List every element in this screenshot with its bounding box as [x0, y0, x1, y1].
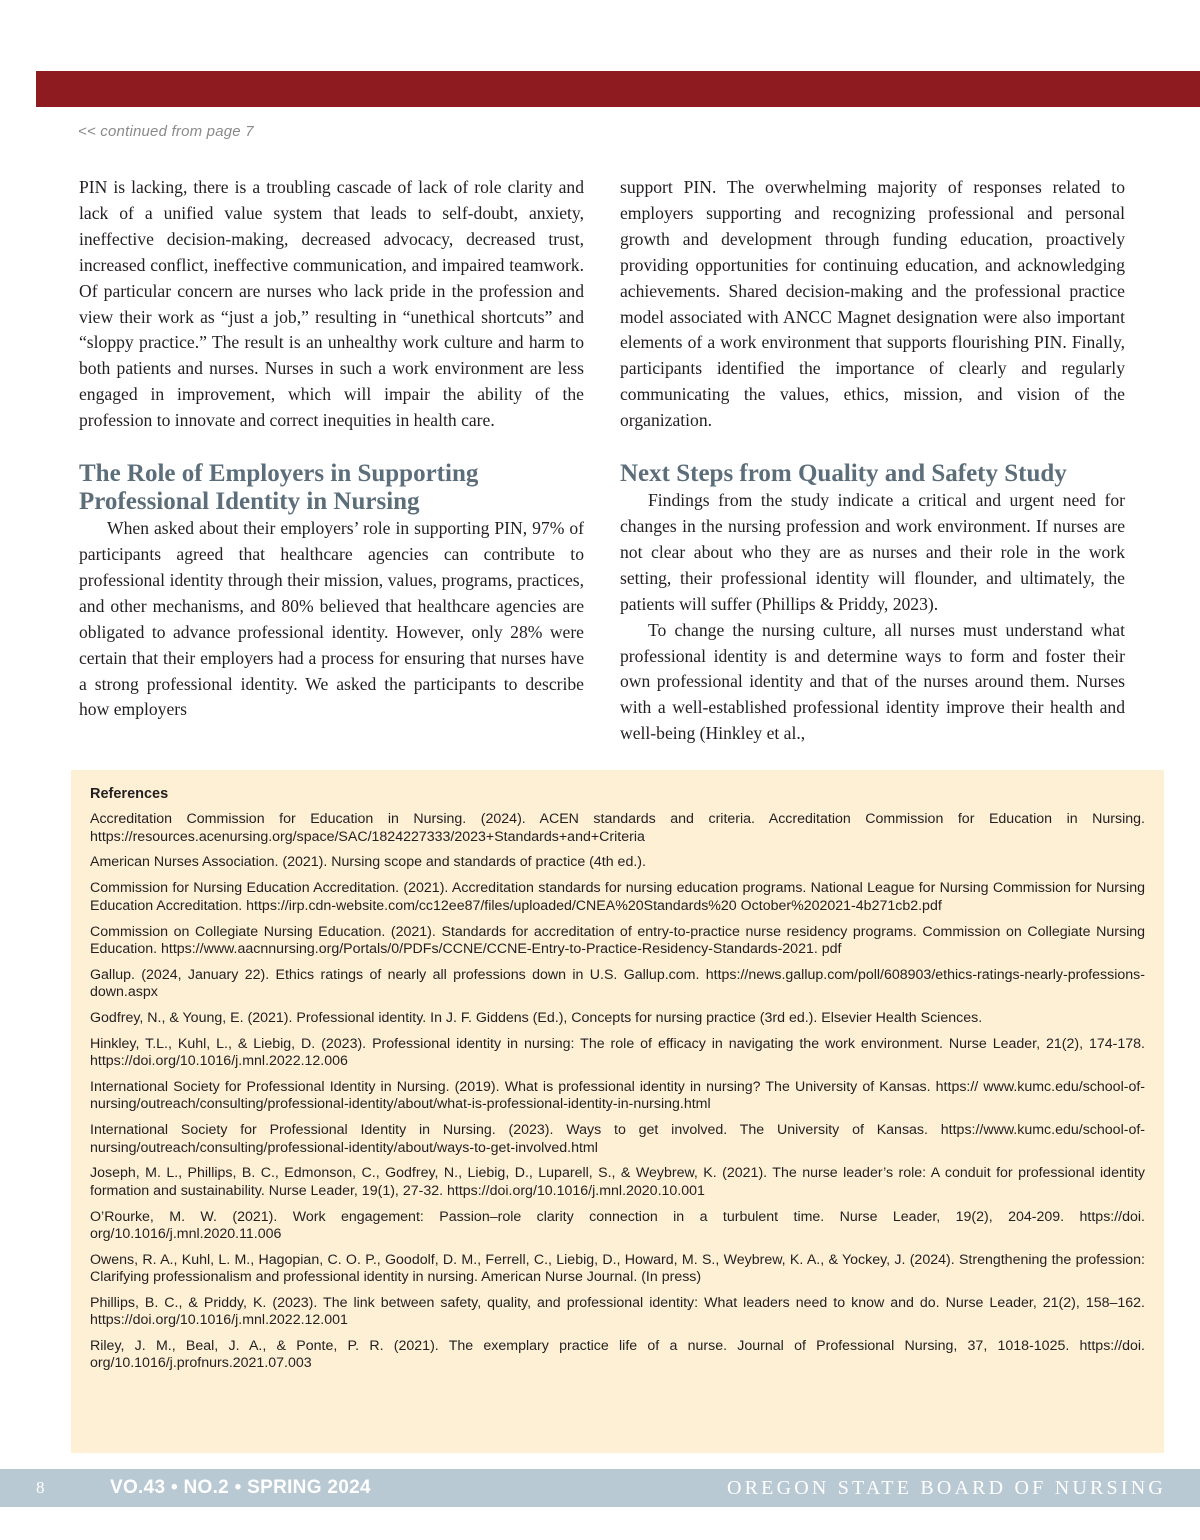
page-footer — [0, 1469, 1200, 1507]
reference-item: American Nurses Association. (2021). Nursing scope and standards of practice (4th ed.). — [90, 854, 646, 871]
continued-from-note: << continued from page 7 — [78, 123, 254, 140]
reference-item: Accreditation Commission for Education in Nursing. (2024). ACEN standards and criteria. Accreditation Commission for Education in Nursing. https://resources.acenursing.org/space/SAC/1824227333/2023+Standards+and+Criteria — [90, 811, 1145, 845]
publisher-name: OREGON STATE BOARD OF NURSING — [726, 1477, 1166, 1499]
body-paragraph: To change the nursing culture, all nurses must understand what professional identity is and determine ways to form and foster their own professional identity and that of the nurses around them. Nurses with a well-established professional identity improve their health and well-being (Hinkley et al., — [620, 619, 1125, 744]
section-heading-employers-role: The Role of Employers in Supporting Professional Identity in Nursing — [79, 460, 479, 516]
reference-item: International Society for Professional Identity in Nursing. (2023). Ways to get involved. The University of Kansas. https://www.kumc.edu/school-of-nursing/outreach/consulting/professional-identity/about/ways-to-get-involved.html — [90, 1122, 1145, 1156]
references-title: References — [90, 786, 169, 802]
reference-item: Godfrey, N., & Young, E. (2021). Professional identity. In J. F. Giddens (Ed.), Concepts for nursing practice (3rd ed.). Elsevier Health Sciences. — [90, 1009, 983, 1026]
body-paragraph: When asked about their employers’ role in supporting PIN, 97% of participants agreed that healthcare agencies can contribute to professional identity through their mission, values, programs, practices, and other mechanisms, and 80% believed that healthcare agencies are obligated to advance professional identity. However, only 28% were certain that their employers had a process for ensuring that nurses have a strong professional identity. We asked the participants to describe how employers — [79, 518, 584, 720]
body-paragraph: support PIN. The overwhelming majority of responses related to employers supporting and recognizing professional and personal growth and development through funding education, proactively providing opportunities for continuing education, and acknowledging achievements. Shared decision-making and the professional practice model associated with ANCC Magnet designation were also important elements of a work environment that supports flourishing PIN. Finally, participants identified the importance of clearly and regularly communicating the values, ethics, mission, and vision of the organization. — [620, 177, 1125, 431]
header-color-bar — [36, 71, 1200, 107]
reference-item: Phillips, B. C., & Priddy, K. (2023). The link between safety, quality, and professional identity: What leaders need to know and do. Nurse Leader, 21(2), 158–162. https://doi.org/10.1016/j.mnl.2022.12.001 — [90, 1294, 1145, 1329]
reference-item: Commission on Collegiate Nursing Education. (2021). Standards for accreditation of entry-to-practice nurse residency programs. Commission on Collegiate Nursing Education. https://www.aacnnursing.org/Portals/0/PDFs/CCNE/CCNE-Entry-to-Practice-Residency-Standards-2021. pdf — [90, 923, 1145, 957]
issue-label: VO.43 • NO.2 • SPRING 2024 — [110, 1477, 371, 1498]
right-column — [620, 175, 1125, 747]
reference-item: Hinkley, T.L., Kuhl, L., & Liebig, D. (2023). Professional identity in nursing: The role of efficacy in navigating the work environment. Nurse Leader, 21(2), 174-178. https://doi.org/10.1016/j.mnl.2022.12.006 — [90, 1035, 1145, 1070]
reference-item: Commission for Nursing Education Accreditation. (2021). Accreditation standards for nursing education programs. National League for Nursing Commission for Nursing Education Accreditation. https://irp.cdn-website.com/cc12ee87/files/uploaded/CNEA%20Standards%20 October%202021-4b271cb2.pdf — [90, 880, 1145, 914]
reference-item: Riley, J. M., Beal, J. A., & Ponte, P. R. (2021). The exemplary practice life of a nurse. Journal of Professional Nursing, 37, 1018-1025. https://doi. org/10.1016/j.profnurs.2021.07.003 — [90, 1338, 1145, 1372]
reference-item: Joseph, M. L., Phillips, B. C., Edmonson, C., Godfrey, N., Liebig, D., Luparell, S., & Weybrew, K. (2021). The nurse leader’s role: A conduit for professional identity formation and sustainability. Nurse Leader, 19(1), 27-32. https://doi.org/10.1016/j.mnl.2020.10.001 — [90, 1165, 1145, 1199]
reference-item: International Society for Professional Identity in Nursing. (2019). What is professional identity in nursing? The University of Kansas. https:// www.kumc.edu/school-of-nursing/outreach/consulting/professional-identity/about/what-is-professional-identity-in-nursing.html — [90, 1079, 1145, 1113]
reference-item: Owens, R. A., Kuhl, L. M., Hagopian, C. O. P., Goodolf, D. M., Ferrell, C., Liebig, D., Howard, M. S., Weybrew, K. A., & Yockey, J. (2024). Strengthening the profession: Clarifying professionalism and professional identity in nursing. American Nurse Journal. (In press) — [90, 1251, 1145, 1286]
body-paragraph: PIN is lacking, there is a troubling cascade of lack of role clarity and lack of a unified value system that leads to self-doubt, anxiety, ineffective decision-making, decreased advocacy, decreased trust, increased conflict, ineffective communication, and impaired teamwork. Of particular concern are nurses who lack pride in the profession and view their work as “just a job,” resulting in “unethical shortcuts” and “sloppy practice.” The result is an unhealthy work culture and harm to both patients and nurses. Nurses in such a work environment are less engaged in improvement, which will impair the ability of the profession to innovate and correct inequities in health care. — [79, 177, 584, 431]
reference-item: O’Rourke, M. W. (2021). Work engagement: Passion–role clarity connection in a turbulent time. Nurse Leader, 19(2), 204-209. https://doi. org/10.1016/j.mnl.2020.11.006 — [90, 1208, 1145, 1242]
reference-item: Gallup. (2024, January 22). Ethics ratings of nearly all professions down in U.S. Gallup.com. https://news.gallup.com/poll/608903/ethics-ratings-nearly-professions-down.aspx — [90, 966, 1145, 1001]
references-box — [71, 770, 1164, 1453]
page-number: 8 — [36, 1478, 45, 1497]
section-heading-next-steps: Next Steps from Quality and Safety Study — [620, 460, 1067, 488]
references-list — [90, 811, 1145, 1372]
left-column — [79, 175, 584, 723]
body-paragraph: Findings from the study indicate a critical and urgent need for changes in the nursing profession and work environment. If nurses are not clear about who they are as nurses and their role in the work setting, their professional identity will flounder, and ultimately, the patients will suffer (Phillips & Priddy, 2023). — [620, 490, 1125, 614]
